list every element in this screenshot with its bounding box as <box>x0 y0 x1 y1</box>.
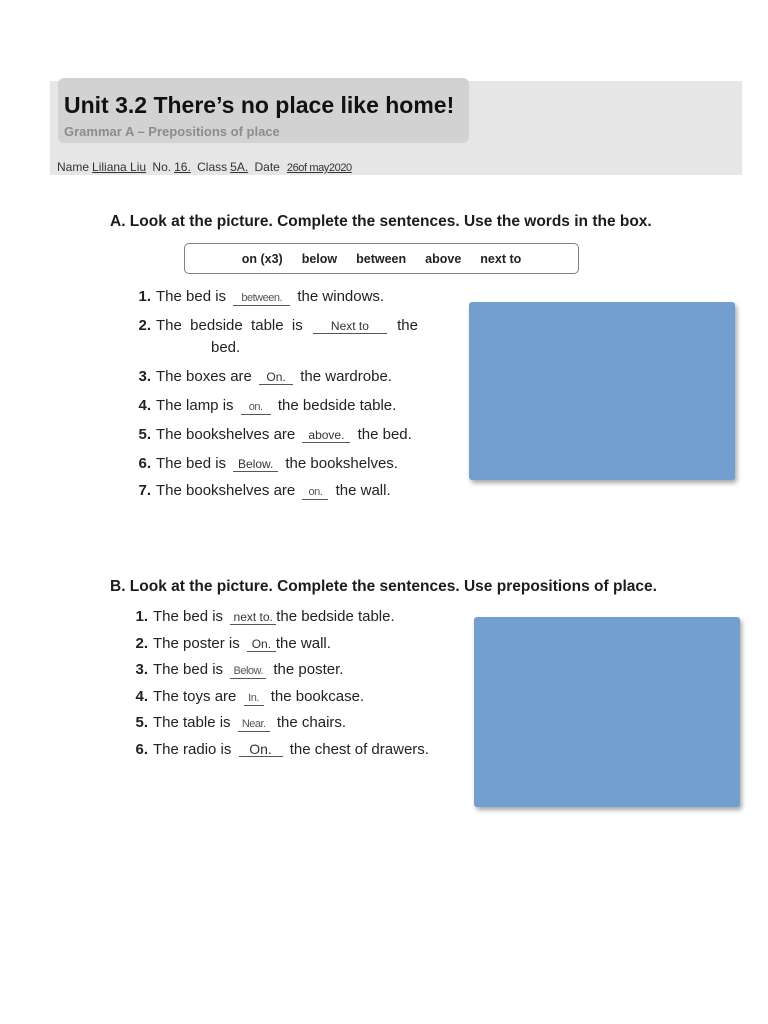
section-b-item-4 <box>134 688 364 706</box>
answer-blank[interactable]: Near. <box>238 718 270 732</box>
sentence-start: The toys are <box>153 688 237 705</box>
answer-blank[interactable]: Below. <box>233 458 278 472</box>
item-number: 5. <box>138 426 151 443</box>
sentence-end: the windows. <box>297 288 385 305</box>
word-box-item: below <box>301 251 338 266</box>
number-label: No. <box>152 160 172 174</box>
section-b-item-6 <box>134 741 429 758</box>
item-number: 3. <box>138 368 151 385</box>
sentence-end: the chest of drawers. <box>289 741 429 758</box>
sentence-end: the bedside table. <box>276 608 395 625</box>
sentence-start: The bedside table is <box>156 317 303 334</box>
answer-blank[interactable]: on. <box>241 401 271 415</box>
answer-blank[interactable]: On. <box>247 638 276 652</box>
sentence-end: the wall. <box>275 635 331 652</box>
sentence-end: the bookcase. <box>270 688 365 705</box>
worksheet-title: Unit 3.2 There’s no place like home! <box>64 92 455 118</box>
sentence-start: The bookshelves are <box>156 426 296 443</box>
date-label: Date <box>254 160 280 174</box>
section-a-item-6 <box>137 455 398 472</box>
sentence-end: the chairs. <box>276 714 347 731</box>
section-a-item-2-continued: bed. <box>211 339 241 356</box>
word-box <box>184 243 579 274</box>
sentence-end: the bed. <box>357 426 412 443</box>
sentence-start: The table is <box>153 714 231 731</box>
item-number: 5. <box>135 714 148 731</box>
section-b-item-1 <box>134 608 395 625</box>
date-value: 26of may2020 <box>286 162 352 174</box>
answer-blank[interactable]: Below. <box>230 665 266 679</box>
section-a-item-1 <box>137 288 384 306</box>
item-number: 1. <box>135 608 148 625</box>
class-label: Class <box>197 160 228 174</box>
sentence-start: The lamp is <box>156 397 234 414</box>
sentence-end: the bedside table. <box>277 397 397 414</box>
word-box-item: between <box>356 251 407 266</box>
sentence-start: The poster is <box>153 635 240 652</box>
section-a-item-2 <box>137 317 418 334</box>
answer-blank[interactable]: On. <box>239 743 283 757</box>
worksheet-subtitle: Grammar A – Prepositions of place <box>64 124 280 139</box>
sentence-start: The bookshelves are <box>156 482 296 499</box>
answer-blank[interactable]: on. <box>302 486 328 500</box>
picture-placeholder-a <box>469 302 735 480</box>
sentence-start: The bed is <box>153 661 224 678</box>
student-info-row <box>57 160 355 174</box>
section-b-item-5 <box>134 714 346 732</box>
item-number: 4. <box>138 397 151 414</box>
sentence-start: The bed is <box>156 288 227 305</box>
sentence-end: the poster. <box>273 661 344 678</box>
item-number: 6. <box>135 741 148 758</box>
section-a-item-4 <box>137 397 396 415</box>
sentence-end: the <box>397 317 418 334</box>
answer-blank[interactable]: next to. <box>230 611 276 625</box>
sentence-end: the bookshelves. <box>285 455 398 472</box>
answer-blank[interactable]: On. <box>259 371 293 385</box>
item-number: 1. <box>138 288 151 305</box>
item-number: 4. <box>135 688 148 705</box>
section-b-item-2 <box>134 635 331 652</box>
number-value: 16. <box>174 160 191 174</box>
word-box-item: next to <box>480 251 522 266</box>
answer-blank[interactable]: Next to <box>313 320 387 334</box>
item-number: 3. <box>135 661 148 678</box>
answer-blank[interactable]: In. <box>244 692 264 706</box>
item-number: 2. <box>135 635 148 652</box>
word-box-item: above <box>425 251 462 266</box>
picture-placeholder-b <box>474 617 740 807</box>
item-number: 2. <box>138 317 151 334</box>
section-b-item-3 <box>134 661 343 679</box>
section-a-item-7 <box>137 482 391 500</box>
sentence-start: The boxes are <box>156 368 252 385</box>
word-box-item: on (x3) <box>241 251 283 266</box>
sentence-start: The bed is <box>153 608 224 625</box>
sentence-start: The radio is <box>153 741 232 758</box>
section-a-heading: A. Look at the picture. Complete the sentences. Use the words in the box. <box>110 213 652 230</box>
section-a-item-3 <box>137 368 392 385</box>
answer-blank[interactable]: between. <box>233 292 290 306</box>
item-number: 7. <box>138 482 151 499</box>
sentence-end: the wall. <box>335 482 391 499</box>
section-a-item-5 <box>137 426 412 443</box>
name-value: Liliana Liu <box>92 160 147 174</box>
section-b-heading: B. Look at the picture. Complete the sentences. Use prepositions of place. <box>110 578 657 595</box>
answer-blank[interactable]: above. <box>302 429 350 443</box>
sentence-end: the wardrobe. <box>300 368 392 385</box>
class-value: 5A. <box>230 160 249 174</box>
item-number: 6. <box>138 455 151 472</box>
name-label: Name <box>57 160 90 174</box>
sentence-start: The bed is <box>156 455 227 472</box>
